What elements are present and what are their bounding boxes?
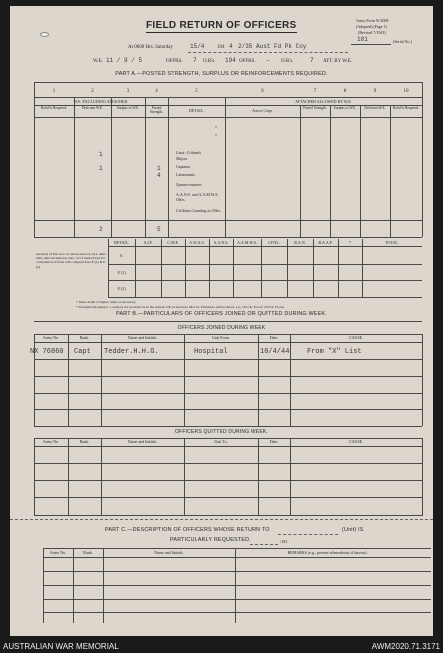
total-top-rule <box>34 220 422 221</box>
part-c-date-line <box>250 544 278 545</box>
analysis-head-rule <box>108 246 422 247</box>
part-c-particular: PARTICULARLY REQUESTED. <box>170 537 251 543</box>
ors-value: 194 <box>225 57 236 64</box>
col-number-7: 7 <box>313 89 317 94</box>
footnote-ranks: * Insert detail of higher ranks as necessary. <box>76 300 137 304</box>
star-mark-2: * <box>215 133 217 138</box>
at-year: 4 <box>229 43 233 50</box>
serial-number-label: (Serial No.) <box>393 39 412 44</box>
col-number-9: 9 <box>373 89 377 94</box>
rank-quartermasters: Quarter-masters <box>176 182 202 187</box>
unit-name: 2/35 Aust Fd Pk Coy <box>238 43 307 50</box>
joined-col-name: Name and Initials. <box>127 335 158 340</box>
archive-accession-number: AWM2020.71.3171 <box>371 642 440 651</box>
part-c-top-rule <box>43 548 431 549</box>
detail-heading: DETAIL. <box>188 108 205 113</box>
analysis-row-e1-rule <box>108 280 422 281</box>
col-number-2: 2 <box>91 89 94 94</box>
head-reinforcements-right: Reinf'ts Required. <box>393 106 419 110</box>
col-number-1: 1 <box>52 89 56 94</box>
head-deficient-left: Deficient W.E. <box>81 106 104 110</box>
part-c-col-army-no: Army No. <box>49 550 67 555</box>
offrs2-label: OFFRS. <box>239 59 256 64</box>
part-b-heading: PART B.—PARTICULARS OF OFFICERS JOINED OR QUITTED DURING WEEK. <box>116 311 327 317</box>
analysis-head-ran: R.A.N. <box>294 240 306 245</box>
analysis-row-a-rule <box>108 264 422 265</box>
joined-cause: From "X" List <box>307 348 362 356</box>
rank-lieutenants: Lieutenants <box>176 172 195 177</box>
part-a-top-rule <box>34 82 422 83</box>
quitted-cols-rule <box>34 446 422 447</box>
analysis-bottom-rule <box>108 297 422 298</box>
archive-caption-bar <box>0 640 443 653</box>
form-revised: (Revised 7/1943) <box>358 30 386 35</box>
we-value: 11 / 9 / 5 <box>106 57 143 64</box>
analysis-head-aans: A.A.N.S. <box>213 240 229 245</box>
part-a-heading: PART A.—POSTED STRENGTH, SURPLUS OR REINFORCEMENTS REQUIRED. <box>115 71 328 77</box>
joined-col-date: Date. <box>269 335 279 340</box>
joined-date: 10/4/44 <box>260 348 290 356</box>
col-number-5: 5 <box>195 89 198 94</box>
ors2-label: O.R's. <box>281 59 294 64</box>
footnote-categories: * Personnel belonging to a category not provided for in the analysis will be shown in this Col. Particulars will be shown, e.g., 20 U.K. Forces; 20 N.Z. Forces. <box>76 305 285 309</box>
part-b-top-rule <box>34 321 422 322</box>
head-surplus-right: Surplus to W.E. <box>333 106 357 110</box>
archive-name: AUSTRALIAN WAR MEMORIAL <box>3 642 119 651</box>
form-number: Army Form W.3008 <box>356 18 389 23</box>
ors-label: O.R's. <box>203 59 216 64</box>
head-arm-corps: Arm or Corps. <box>252 109 273 113</box>
offrs-value: 7 <box>193 57 197 64</box>
col-number-6: 6 <box>261 89 264 94</box>
joined-name: Tedder.H.H.G. <box>104 348 159 356</box>
deficient-captains: 1 <box>99 151 103 158</box>
posted-lieutenants: 4 <box>157 172 161 179</box>
col-number-3: 3 <box>126 89 130 94</box>
rank-majors: Majors <box>176 156 188 161</box>
head-surplus-left: Surplus to W.E. <box>116 106 140 110</box>
rank-civilians: Civilians Counting as Offrs. <box>176 208 222 213</box>
col-number-8: 8 <box>343 89 347 94</box>
deficient-total: 2 <box>99 226 103 233</box>
deficient-lieutenants: 1 <box>99 165 103 172</box>
joined-army-no: NX 76860 <box>30 348 64 356</box>
analysis-note: Analysis of Part A to be shown here by ALL units. Only units included in para. 10 of instructions for compilation of form will complete Part E (1) & E (2). <box>36 252 107 269</box>
quitted-col-name: Name and Initials. <box>127 439 158 444</box>
offrs-label: OFFRS. <box>166 59 183 64</box>
analysis-head-civil: CIVIL. <box>268 240 280 245</box>
part-c-unit-line <box>278 534 338 535</box>
part-c-unit-label: (Unit) IS <box>342 527 364 533</box>
rank-lieut-colonels: Lieut.-Colonels <box>176 150 201 155</box>
part-c-heading: PART C.—DESCRIPTION OF OFFICERS WHOSE RETURN TO <box>105 527 270 533</box>
col-number-10: 10 <box>403 89 409 94</box>
analysis-head-aif: A.I.F. <box>143 240 153 245</box>
analysis-head-aamws: A.A.M.W.S. <box>237 240 257 245</box>
we-label: W.E. <box>93 59 103 64</box>
analysis-row-e1: E (1) <box>117 270 126 275</box>
joined-cols-rule <box>34 342 422 343</box>
offrs2-dash: – <box>266 57 270 64</box>
serial-number-value: 181 <box>357 36 368 43</box>
form-page <box>10 6 433 636</box>
part-a-bottom-rule <box>34 237 422 238</box>
punch-hole <box>40 32 49 37</box>
perforation-line <box>10 519 433 520</box>
joined-rank: Capt <box>74 348 91 356</box>
posted-total: 5 <box>157 226 161 233</box>
quitted-col-rank: Rank. <box>79 439 90 444</box>
quitted-col-date: Date. <box>269 439 279 444</box>
at-hours-label: At 0600 Hrs. Saturday <box>128 45 173 50</box>
col-number-rule <box>34 97 422 98</box>
head-deficient-right: Deficient W.E. <box>364 106 386 110</box>
analysis-head-cmf: C.M.F. <box>167 240 179 245</box>
joined-col-army-no: Army No. <box>42 335 60 340</box>
analysis-head-raaf: R.A.A.F. <box>318 240 333 245</box>
col-number-4: 4 <box>155 89 158 94</box>
quitted-heading-rule <box>34 438 422 439</box>
quitted-col-cause: CAUSE. <box>348 439 364 444</box>
at-underline <box>188 52 348 53</box>
att-label: ATT. BY W.E. <box>323 59 353 64</box>
rank-captains: Captains <box>176 164 190 169</box>
analysis-head-awas: A.W.A.S. <box>189 240 205 245</box>
posted-captains: 1 <box>157 165 161 172</box>
star-mark-1: * <box>215 125 217 130</box>
joined-unit-from: Hospital <box>194 348 228 356</box>
part-c-col-remarks: REMARKS (e.g., present whereabouts if known). <box>287 550 368 555</box>
rank-nursing-officers: A.A.N.S. and A.A.M.W.S. Offrs. <box>176 192 219 203</box>
part-c-col-rank: Rank. <box>83 550 93 555</box>
joined-col-unit-from: Unit From. <box>212 335 230 340</box>
part-c-year: /194 <box>280 539 288 544</box>
part-c-col-name: Name and Initials. <box>154 550 184 555</box>
attached-allowed-heading: ATTACHED ALLOWED BY W.E. <box>295 99 352 104</box>
head-posted-left: Posted Strength. <box>149 106 164 114</box>
analysis-row-a: A. <box>119 253 124 258</box>
form-title: FIELD RETURN OF OFFICERS <box>146 20 297 31</box>
joined-col-rank: Rank. <box>79 335 90 340</box>
analysis-head-detail: DETAIL. <box>113 240 130 245</box>
analysis-head-other: * <box>349 240 351 245</box>
quitted-col-unit-to: Unit To. <box>214 439 228 444</box>
analysis-head-total: TOTAL. <box>385 240 399 245</box>
we-excluding-heading: W.E. EXCLUDING ATTACHED. <box>73 99 129 104</box>
head-reinforcements-left: Reinf'ts Required. <box>41 106 67 110</box>
part-c-cols-rule <box>43 557 431 558</box>
colhead-rule <box>34 117 422 118</box>
joined-col-cause: CAUSE. <box>348 335 364 340</box>
at-year-prefix: 194 <box>217 45 225 50</box>
joined-heading: OFFICERS JOINED DURING WEEK <box>177 325 266 331</box>
head-posted-right: Posted Strength. <box>303 106 327 110</box>
form-adopted: (Adopted) (Page 1) <box>356 24 387 29</box>
quitted-col-army-no: Army No. <box>42 439 60 444</box>
quitted-heading: OFFICERS QUITTED DURING WEEK. <box>174 429 269 435</box>
analysis-row-e2: E (2) <box>117 286 126 291</box>
att-value: 7 <box>310 57 314 64</box>
at-date: 15/4 <box>190 43 205 50</box>
serial-underline <box>351 44 391 45</box>
